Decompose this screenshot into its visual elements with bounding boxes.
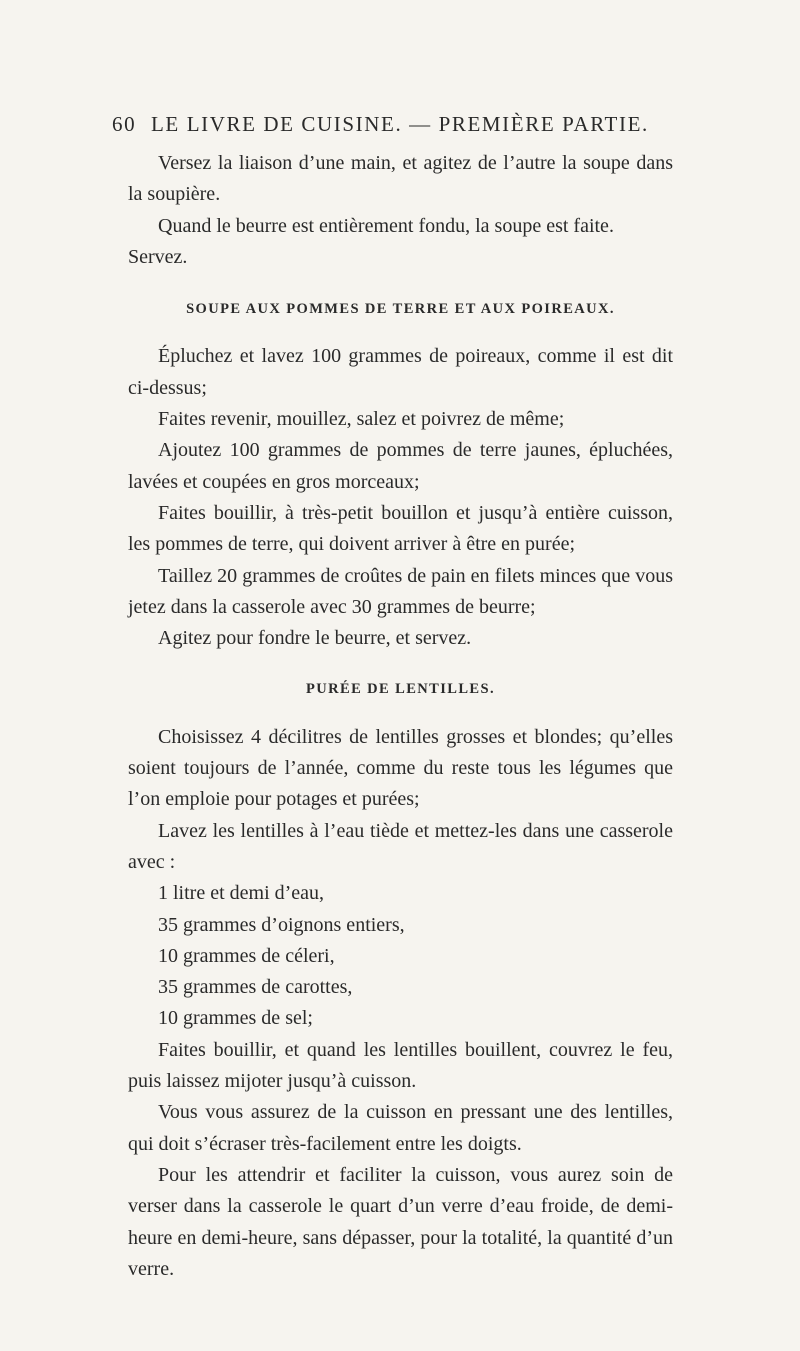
recipe-paragraph: Épluchez et lavez 100 grammes de poireaux, comme il est dit ci-dessus; (128, 345, 673, 399)
ingredient-item: 10 grammes de céleri, (158, 944, 335, 967)
ingredient-item: 1 litre et demi d’eau, (158, 882, 325, 905)
recipe-paragraph: Pour les attendrir et faciliter la cuisson, vous aurez soin de verser dans la casserole le quart d’un verre d’eau froide, de demi-heure en demi-heure, sans dépasser, pour la totalité, la quantité d’un verre. (128, 1163, 673, 1280)
ingredient-list (128, 878, 673, 1034)
recipe-paragraph: Faites bouillir, et quand les lentilles bouillent, couvrez le feu, puis laissez mijoter jusqu’à cuisson. (128, 1038, 673, 1093)
recipe-paragraph: Ajoutez 100 grammes de pommes de terre jaunes, épluchées, lavées et coupées en gros morceaux; (128, 439, 673, 493)
recipe-paragraph: Lavez les lentilles à l’eau tiède et mettez-les dans une casserole avec : (128, 819, 673, 873)
recipe-paragraph: Agitez pour fondre le beurre, et servez. (158, 627, 472, 650)
page-number: 60 (112, 112, 137, 136)
intro-paragraph: Servez. (128, 245, 188, 268)
ingredient-item: 35 grammes de carottes, (158, 976, 353, 999)
recipe-paragraph: Choisissez 4 décilitres de lentilles grosses et blondes; qu’elles soient toujours de l’année, comme du reste tous les légumes que l’on emploie pour potages et purées; (128, 725, 673, 811)
ingredient-item: 35 grammes d’oignons entiers, (158, 913, 405, 936)
ingredient-item: 10 grammes de sel; (158, 1007, 313, 1030)
recipe-paragraph: Faites revenir, mouillez, salez et poivrez de même; (158, 408, 565, 431)
running-header (112, 112, 672, 142)
intro-paragraph: Quand le beurre est entièrement fondu, la soupe est faite. (158, 214, 614, 237)
recipe-paragraph: Vous vous assurez de la cuisson en pressant une des lentilles, qui doit s’écraser très-facilement entre les doigts. (128, 1101, 673, 1155)
page-body (128, 148, 673, 1285)
intro-paragraph: Versez la liaison d’une main, et agitez de l’autre la soupe dans la soupière. (128, 152, 673, 206)
section-title-soupe: SOUPE AUX POMMES DE TERRE ET AUX POIREAUX. (186, 301, 615, 318)
running-title: LE LIVRE DE CUISINE. — PREMIÈRE PARTIE. (151, 112, 649, 136)
recipe-paragraph: Faites bouillir, à très-petit bouillon et jusqu’à entière cuisson, les pommes de terre, qui doivent arriver à être en purée; (128, 501, 673, 556)
section-title-puree: PURÉE DE LENTILLES. (306, 681, 495, 698)
recipe-paragraph: Taillez 20 grammes de croûtes de pain en filets minces que vous jetez dans la casserole avec 30 grammes de beurre; (128, 564, 673, 618)
